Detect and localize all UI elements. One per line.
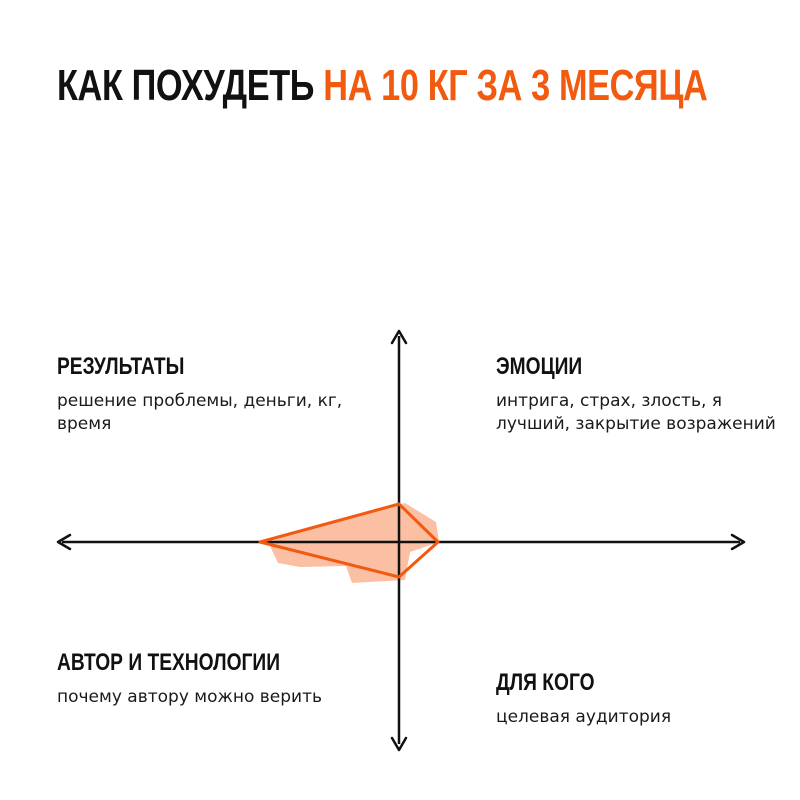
quadrant-emotions-text: интрига, страх, злость, я лучший, закрытие возражений [496, 391, 776, 434]
quadrant-author [57, 648, 357, 709]
quadrant-results [57, 352, 357, 436]
quadrant-author-text: почему автору можно верить [57, 687, 323, 707]
quadrant-audience-heading: ДЛЯ КОГО [496, 669, 595, 696]
quadrant-emotions-heading: ЭМОЦИИ [496, 353, 583, 380]
title-main: КАК ПОХУДЕТЬ [57, 61, 315, 110]
quadrant-results-text: решение проблемы, деньги, кг, время [57, 391, 343, 434]
quadrant-audience [496, 668, 786, 729]
title-highlight: НА 10 КГ ЗА 3 МЕСЯЦА [323, 61, 708, 110]
quadrant-emotions [496, 352, 786, 436]
quadrant-author-heading: АВТОР И ТЕХНОЛОГИИ [57, 649, 281, 676]
quadrant-results-heading: РЕЗУЛЬТАТЫ [57, 353, 185, 380]
quadrant-audience-text: целевая аудитория [496, 707, 672, 727]
